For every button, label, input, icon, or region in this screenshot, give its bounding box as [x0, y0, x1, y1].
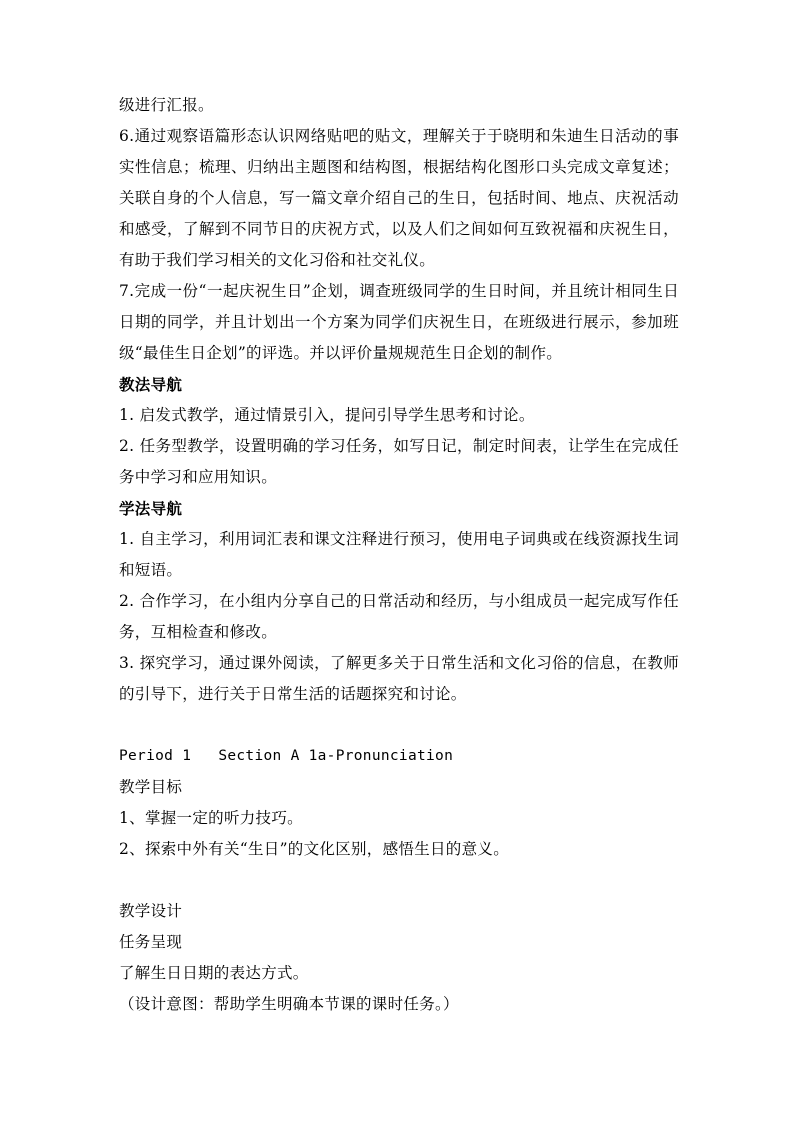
spacer	[119, 710, 679, 741]
design-title: 教学设计	[119, 902, 183, 920]
goal-item-2: 2、探索中外有关“生日”的文化区别，感悟生日的意义。	[119, 840, 510, 858]
spacer	[119, 865, 679, 896]
learning-method-2: 2. 合作学习，在小组内分享自己的日常活动和经历，与小组成员一起完成写作任务，互相检查和修改。	[119, 592, 679, 641]
heading-teaching-methods: 教法导航	[119, 375, 183, 394]
teaching-method-2: 2. 任务型教学，设置明确的学习任务，如写日记，制定时间表，让学生在完成任务中学习和应用知识。	[119, 437, 679, 486]
task-note: （设计意图：帮助学生明确本节课的课时任务。）	[119, 995, 459, 1013]
paragraph-continuation: 级进行汇报。	[119, 96, 214, 114]
goal-item-1: 1、掌握一定的听力技巧。	[119, 809, 303, 827]
learning-method-3: 3. 探究学习，通过课外阅读，了解更多关于日常生活和文化习俗的信息，在教师的引导下，进行关于日常生活的话题探究和讨论。	[119, 654, 679, 703]
document-body	[119, 90, 679, 1020]
paragraph-objective-6: 6.通过观察语篇形态认识网络贴吧的贴文，理解关于于晓明和朱迪生日活动的事实性信息；梳理、归纳出主题图和结构图，根据结构化图形口头完成文章复述；关联自身的个人信息，写一篇文章介绍自己的生日，包括时间、地点、庆祝活动和感受，了解到不同节日的庆祝方式，以及人们之间如何互致祝福和庆祝生日，有助于我们学习相关的文化习俗和社交礼仪。	[119, 127, 679, 269]
teaching-method-1: 1. 启发式教学，通过情景引入，提问引导学生思考和讨论。	[119, 406, 535, 424]
paragraph-objective-7: 7.完成一份“一起庆祝生日”企划，调查班级同学的生日时间，并且统计相同生日日期的同学，并且计划出一个方案为同学们庆祝生日，在班级进行展示，参加班级“最佳生日企划”的评选。并以评价量规规范生日企划的制作。	[119, 282, 679, 362]
goals-title: 教学目标	[119, 778, 183, 796]
task-title: 任务呈现	[119, 933, 183, 951]
learning-method-1: 1. 自主学习，利用词汇表和课文注释进行预习，使用电子词典或在线资源找生词和短语。	[119, 530, 679, 579]
heading-learning-methods: 学法导航	[119, 499, 183, 518]
period-heading: Period 1 Section A 1a-Pronunciation	[119, 748, 454, 764]
task-text: 了解生日日期的表达方式。	[119, 964, 309, 982]
